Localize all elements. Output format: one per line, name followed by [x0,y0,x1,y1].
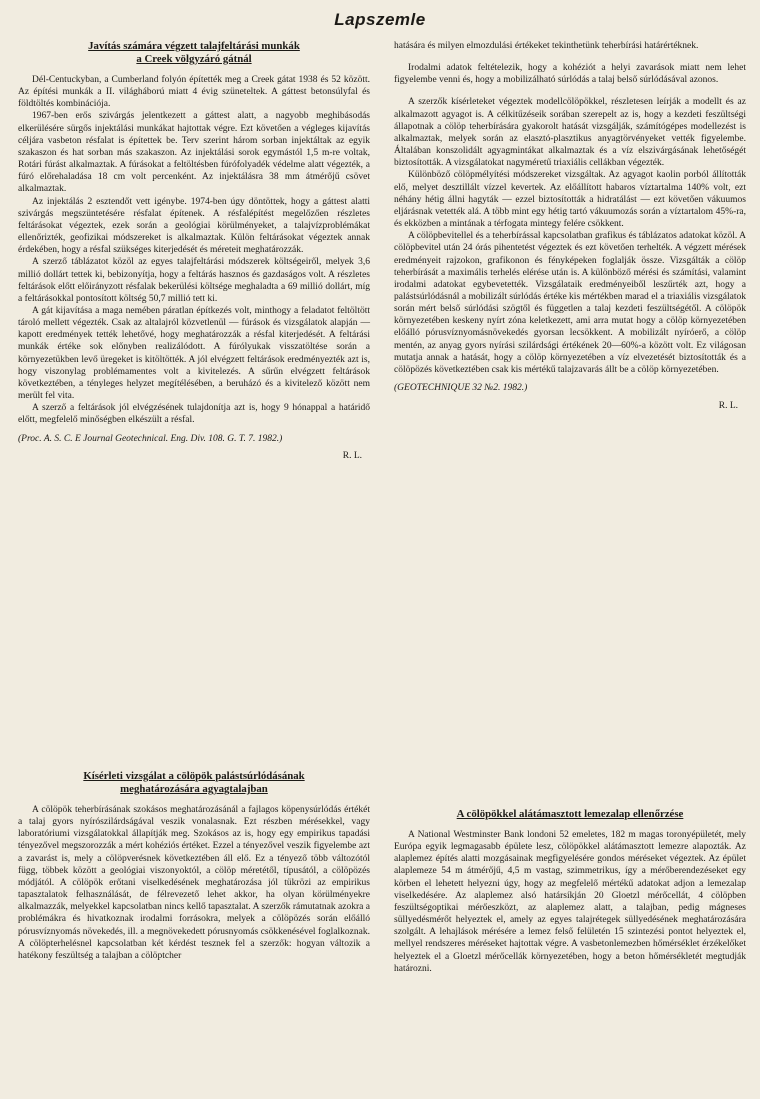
paragraph: Dél-Centuckyban, a Cumberland folyón építették meg a Creek gátat 1938 és 52 között. Az építési munkák a II. világháború miatt 4 évig szüneteltek. A gáttest betonsúlyfal és földtöltés kombinációja. [18,75,370,110]
article-title-line: a Creek völgyzáró gátnál [136,53,252,65]
citation: (GEOTECHNIQUE 32 №2. 1982.) [394,383,528,394]
article-title [18,770,370,796]
paragraph: A szerző a feltárások jól elvégzésének tulajdonítja azt is, hogy 9 hónappal a határidő előtt, megfelelő minőségben elkészült a résfal. [18,403,370,426]
paragraph: Irodalmi adatok feltételezik, hogy a kohéziót a helyi zavarások miatt nem lehet figyelembe venni és, hogy a mobilizálható súrlódás a talaj belső súrlódásával azonos. [394,63,746,86]
article-kiserleti-vizsgalat [18,770,370,962]
paragraph: A szerző táblázatot közöl az egyes talajfeltárási módszerek költségeiről, melyek 3,6 millió dollárt tettek ki, bebizonyítja, hogy a feltárás hasznos és gazdaságos volt. A részletes feltárások előtt előirányzott résfalak bekerülési költsége meghaladta a 69 millió dollárt, míg a feltárásokkal pontosított költség 50,7 millió tett ki. [18,257,370,304]
author-initials: R. L. [342,451,362,462]
author-initials: R. L. [718,400,738,411]
article-javitas [18,40,370,461]
article-title-line: meghatározására agyagtalajban [120,783,268,795]
paragraph: hatására és milyen elmozdulási értékeket tekinthetünk teherbírási határértéknek. [394,41,699,51]
article-kiserleti-vizsgalat-continued [394,40,746,411]
paragraph: A cölöpök teherbírásának szokásos meghatározásánál a fajlagos köpenysúrlódás értékét a talaj gyors nyírószilárdságával veszik vonalasnak. Ezt részben mérésekkel, vagy laboratóriumi vizsgálatokkal állapítják meg. Szokásos az is, hogy egy empirikus tapadási tényezővel megszorozzák a mért kohéziós értéket. Ezzel a tényezővel veszik figyelembe azt a zavarást is, mely a cölöpverésnek következtében áll elő. Ez a tényező több változótól függ, többek között a geológiai viszonyoktól, a cölöp méretétől, típusától, a cölöpözés módjától. A cölöpök erőtani viselkedésének meghatározása jól tükrözi az empirikus tapasztalatok felhasználását, de félrevezető lehet akkor, ha olyan körülményekre alkalmazzák, melyekkel kapcsolatban nincs kellő tapasztalat. A szerzők rámutatnak azokra a problémákra és hivatkoznak irodalmi forrásokra, melyek a cölöpözés során előálló pórusvíznyomás növekedés, ill. a megnövekedett pórusnyomás csökkenésével foglalkoznak. A cölöpterhelésnel kapcsolatban két kérdést tesznek fel a szerzők: hogyan változik a hatékony feszültség a talajban a cölöptcher [18,805,370,961]
paragraph: A szerzők kísérleteket végeztek modellcölöpökkel, részletesen leírják a modellt és az alkalmazott agyagot is. A célkitűzéseik sorában szerepelt az is, hogy a kezdeti feszültségi állapotnak a cölöp teherbírására gyakorolt hatását vizsgálják, számítógépes modellezést is alkalmaztak, melyek során az elasztó-plasztikus anyagtörvényeket vették figyelembe. Általában konszolidált agyagmintákat alkalmaztak és a víz elszivárgásának lehetőségét biztosították. A vizsgálatokat nagyméretű triaxiális cellákban végezték. [394,97,746,169]
paragraph: A gát kijavítása a maga nemében páratlan építkezés volt, minthogy a feladatot feltöltött tároló mellett végezték. Csak az altalajról közvetlenül — fúrások és vizsgálatok alapján — kapott eredmények tették lehetővé, hogy meghatározzák a résfal kiterjedését. A feltárási munkák értéke sok előnyben realizálódott. A fúrólyukak visszatöltése során a környezetükben levő üregeket is kitöltötték. A jól elvégzett feltárások eredményezték azt is, hogy viszonylag problémamentes volt a kivitelezés. A sűrűn elvégzett feltárások következtében, a tényleges helyzet megítélésében, a beruházó és a kivitelező között nem merült fel vita. [18,305,370,402]
paragraph: 1967-ben erős szivárgás jelentkezett a gáttest alatt, a nagyobb meghibásodás elkerülésére sürgős injektálási munkákat hajtottak végre. Ezt követően a végleges kijavítás céljára vasbeton résfalat is építettek be. Terv szerint három sorban injektáltak az egyik szakaszon és hat sorban más szakaszon. Az injektálási sorok egymástól 1,5 m-re voltak, Rotári fúrást alkalmaztak. A fúrásokat a feltöltésben fúrófolyadék védelme alatt végezték, a fúró előrehaladása 18 cm volt percenként. Az injektálásra 38 mm átmérőjű csövet alkalmaztak. [18,111,370,195]
article-lemezalap [394,808,746,975]
article-title [18,40,370,66]
article-title-line: Kísérleti vizsgálat a cölöpök palástsúrlódásának [83,770,305,782]
article-title-line: Javítás számára végzett talajfeltárási munkák [88,40,300,52]
article-title: A cölöpökkel alátámasztott lemezalap ellenőrzése [456,808,684,820]
citation: (Proc. A. S. C. E Journal Geotechnical. Eng. Div. 108. G. T. 7. 1982.) [18,433,283,444]
paragraph: Különböző cölöpmélyítési módszereket vizsgáltak. Az agyagot kaolin porból állították elő, melyet desztillált vízzel kevertek. Az előállított habaros víztartalma 140% volt, ezt néhány hétig állni hagyták — ezzel biztosították a hidratálást — ezt követően vákuumos eljárásnak vetették alá. A több mint egy hétig tartó vákuumozás során a víztartalom 45%-ra, és ekközben a mintának a térfogata mintegy felére csökkent. [394,170,746,230]
page-title: Lapszemle [334,10,426,29]
paragraph: A National Westminster Bank londoni 52 emeletes, 182 m magas toronyépületét, mely Európa egyik legmagasabb épülete lesz, cölöpökkel alátámasztott lemezre alapozták. Az alaplemez építés alatti mozgásainak megfigyelésére gondos méréseket végeztek. Az épület alaplemeze 54 m átmérőjű, 4,5 m vastag, szimmetrikus, így a mérőberendezéseket egy körben el lehetett helyezni úgy, hogy az megfelelő mértékű adatokat adjon a lemezalap viselkedésére. Az alaplemez alsó határsíkján 20 Gloetzl mérőcellát, 4 cölöpben feszültségoptikai mérőeszközt, az alaplemez alatt, a talajban, pedig mágneses süllyedésmérőt helyeztek el, amely az egyes talajrétegek süllyedésének meghatározására szolgált. A lehajlások mérésére a lemez felső felületén 15 szintezési pontot helyeztek el, mellyel rendszeres méréseket hajtottak végre. A vasbetonlemezben hőmérséklet érzékelőket helyeztek el a Gloetzl mérőcellák környezetében, hogy a beton hőmérsékletét megtudják határozni. [394,830,746,974]
paragraph: Az injektálás 2 esztendőt vett igénybe. 1974-ben úgy döntöttek, hogy a gáttest alatti szivárgás megszüntetésére résfalat építenek. A résfalépítést megelőzően részletes feltárásokat végeztek, ezek során a geológiai körülményeket, a talajvízproblémákat ellenőrizték, geofizikai módszereket is alkalmaztak. Külön feltárásokat végeztek annak érdekében, hogy a résfal szükséges kiterjedését és méreteit meghatározzák. [18,196,370,256]
paragraph: A cölöpbevitellel és a teherbírással kapcsolatban grafikus és táblázatos adatokat közöl. A cölöpbevitel után 24 órás pihentetést végeztek és ezt követően terhelték. A végzett mérések eredményeit rajzokon, grafikonon és fényképeken foglalják össze. Vizsgálták a cölöp teherbírását a maximális terhelés elérése után is. A különböző mérési és számítási, valamint irodalmi adatokat egybevetették. Vizsgálataik eredményeiből leszűrték azt, hogy a palástsúrlódásnál a mobilizált súrlódás értéke kis mértékben marad el a triaxiális vizsgálatok során mért belső súrlódási szögtől és független a talaj kezdeti feszültségétől. A cölöpök környezetében keskeny nyírt zóna keletkezett, ami arra mutat hogy a cölöp környezetében előálló pórusvíznyomásnövekedés gyorsan lecsökkent. A mobilizált nyíróerő, a cölöp mentén, az anyag gyors nyírási szilárdsági értékének 20—60%-a között volt. Ez világosan mutatja annak a hatását, hogy a cölöp környezetében a víz elvezetését biztosították és a cölöpözés következtében csak kis mértékű talajzavarás állt be a cölöp környezetében. [394,231,746,375]
